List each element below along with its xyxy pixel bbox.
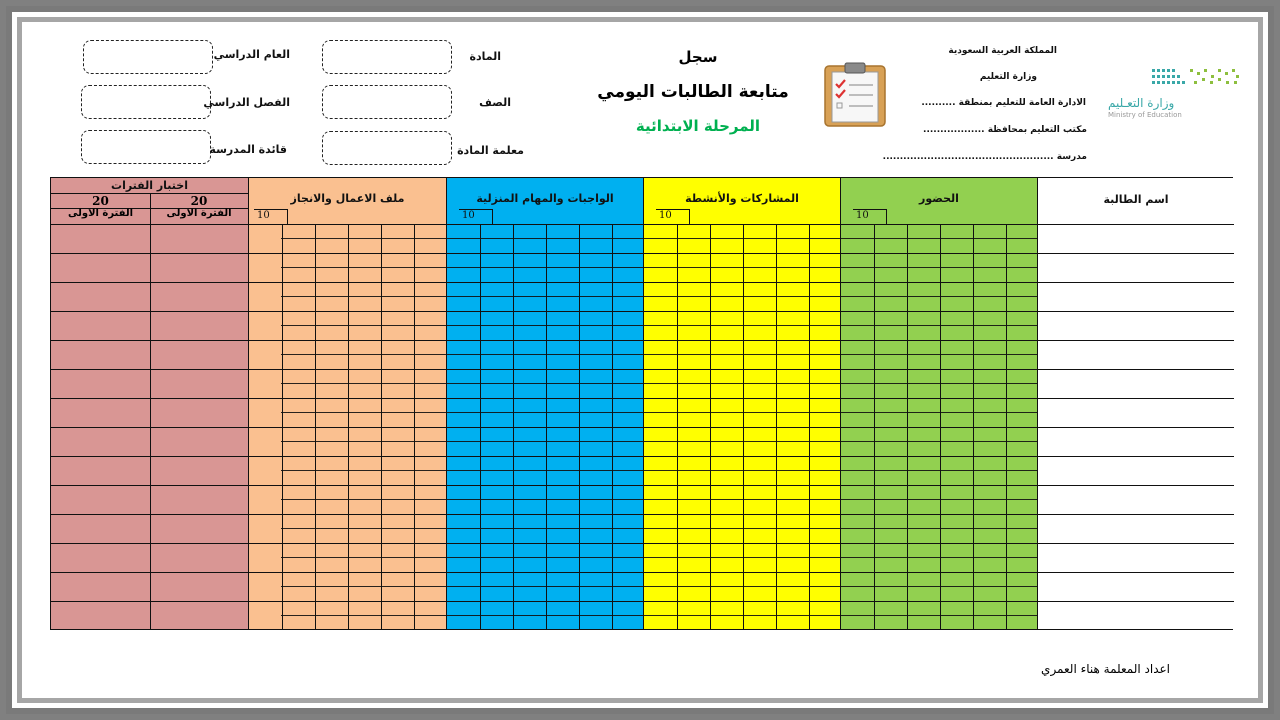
ministry-label: وزارة التعليم [979, 72, 1037, 82]
prepared-by: اعداد المعلمة هناء العمري [1041, 662, 1170, 676]
period1-max: 20 [190, 194, 208, 208]
kingdom-label: المملكة العربية السعودية [948, 46, 1057, 56]
year-field[interactable] [83, 40, 213, 74]
subject-field[interactable] [322, 40, 452, 74]
homework-header: الواجبات والمهام المنزلية [476, 192, 614, 205]
principal-field[interactable] [81, 130, 211, 164]
year-label: العام الدراسي [213, 48, 290, 61]
tests-column [51, 178, 248, 629]
directorate-label: الادارة العامة للتعليم بمنطقة .......... [921, 98, 1086, 108]
period1-label: الفترة الاولى [166, 208, 232, 219]
ministry-logo [1150, 66, 1242, 92]
attendance-header: الحضور [919, 192, 959, 205]
clipboard-icon [823, 62, 889, 132]
participation-header: المشاركات والأنشطة [685, 192, 799, 205]
portfolio-column [248, 178, 446, 629]
participation-column [643, 178, 840, 629]
student-name-column [1037, 178, 1234, 629]
participation-max: 10 [656, 209, 690, 225]
semester-field[interactable] [81, 85, 211, 119]
student-name-header: اسم الطالبة [1103, 193, 1169, 206]
principal-label: قائدة المدرسة [209, 143, 287, 156]
attendance-max: 10 [853, 209, 887, 225]
teacher-label: معلمة المادة [457, 144, 524, 157]
subject-label: المادة [469, 50, 501, 63]
class-label: الصف [479, 96, 511, 109]
class-field[interactable] [322, 85, 452, 119]
title-line1: سجل [678, 48, 718, 66]
attendance-column [840, 178, 1037, 629]
portfolio-header: ملف الاعمال والانجاز [290, 192, 405, 205]
stage-subtitle: المرحلة الابتدائية [635, 117, 761, 135]
school-label: مدرسة .................................................. [882, 152, 1087, 162]
logo-dots-icon [1150, 66, 1242, 88]
portfolio-max: 10 [254, 209, 288, 225]
page-title: متابعة الطالبات اليومي [597, 82, 789, 102]
teacher-field[interactable] [322, 131, 452, 165]
period2-label: الفترة الاولى [67, 208, 134, 219]
semester-label: الفصل الدراسي [203, 96, 290, 109]
homework-column [446, 178, 643, 629]
office-label: مكتب التعليم بمحافظة .................. [923, 125, 1087, 135]
period2-max: 20 [92, 194, 109, 208]
logo-arabic-text: وزارة التعـليم [1108, 96, 1175, 110]
logo-english-text: Ministry of Education [1108, 111, 1182, 119]
tracking-table [50, 177, 1233, 630]
homework-max: 10 [459, 209, 493, 225]
tests-header: اختبار الفترات [111, 179, 188, 192]
